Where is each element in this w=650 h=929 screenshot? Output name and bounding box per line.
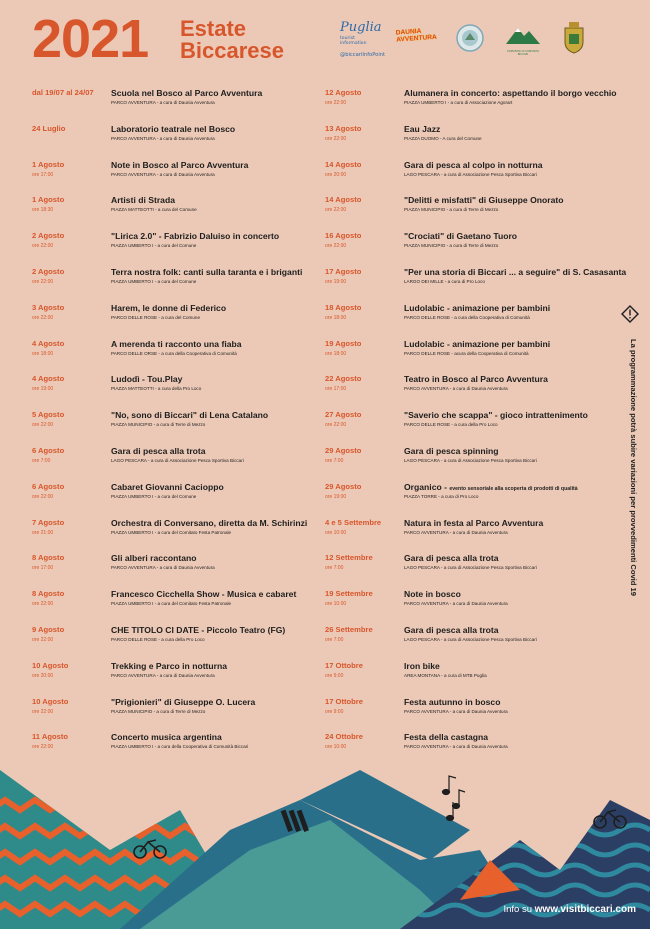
event-title-text: Note in bosco <box>404 589 461 600</box>
event-title-text: Gli alberi raccontano <box>111 553 197 564</box>
event-title <box>111 661 227 671</box>
event-date: 16 Agosto <box>325 231 362 241</box>
event-title-text: Ludolabic - animazione per bambini <box>404 302 551 313</box>
event-place: PIAZZA UMBERTO I - a cura del Comune <box>111 243 197 249</box>
event-title <box>111 267 302 277</box>
event-date: 12 Settembre <box>325 553 373 563</box>
event-row <box>325 195 615 229</box>
event-title-text: Laboratorio teatrale nel Bosco <box>111 123 236 134</box>
event-date: 6 Agosto <box>32 446 65 455</box>
event-time: ore 17:00 <box>32 171 54 178</box>
event-title-text: Gara di pesca alla trota <box>111 446 206 456</box>
event-row <box>325 697 615 731</box>
warning-icon <box>621 305 639 323</box>
event-time: ore 17:00 <box>32 565 54 572</box>
event-date: 27 Agosto <box>325 410 362 420</box>
event-title <box>111 124 235 134</box>
event-date: 4 Agosto <box>32 374 65 384</box>
event-row <box>325 88 615 122</box>
event-row <box>32 661 322 695</box>
event-title <box>404 303 550 313</box>
event-title <box>111 697 255 707</box>
event-date: 7 Agosto <box>32 517 65 527</box>
event-date: 1 Agosto <box>32 159 65 169</box>
event-place: PARCO DELLE ROSE - a cura della Cooperativa di Comunità <box>404 314 530 320</box>
event-place: PIAZZA MATTEOTTI - a cura del Comune <box>111 207 197 213</box>
event-date: 13 Agosto <box>325 123 362 133</box>
event-title-text: Gara di pesca al colpo in notturna <box>404 159 543 170</box>
event-title <box>404 124 440 134</box>
event-date: 26 Settembre <box>325 625 373 634</box>
event-date: 19 Settembre <box>325 589 373 599</box>
event-title <box>404 661 440 671</box>
event-time: ore 22:00 <box>32 744 54 751</box>
event-title <box>404 231 517 241</box>
event-title <box>111 518 307 528</box>
event-date: 17 Ottobre <box>325 660 363 670</box>
event-place: PARCO DELLE ORSE - a cura della Cooperativa di Comunità <box>111 350 237 356</box>
event-row <box>32 446 322 480</box>
event-title-text: Iron bike <box>404 660 440 671</box>
event-place: PIAZZA MUNICIPIO - a cura di Terre di Mezzo <box>111 708 206 714</box>
event-title-text: Terra nostra folk: canti sulla taranta e i briganti <box>111 267 303 277</box>
event-title-text: Teatro in Bosco al Parco Avventura <box>404 374 548 385</box>
event-row <box>32 124 322 158</box>
event-date: 24 Luglio <box>32 123 66 133</box>
event-place: PIAZZA UMBERTO I - a cura di Associazione Agorart <box>404 100 513 105</box>
event-title-text: Ludolabic - animazione per bambini <box>404 338 551 349</box>
event-title-text: "Prigionieri" di Giuseppe O. Lucera <box>111 696 256 707</box>
event-place: PARCO DELLE ROSE - a cura della Pro Loco <box>404 422 498 428</box>
event-time: ore 10:00 <box>325 529 347 536</box>
event-place: PARCO AVVENTURA - a cura di Daunia Avventura <box>111 135 215 141</box>
event-title <box>404 267 626 277</box>
event-row <box>32 410 322 444</box>
event-row <box>325 446 615 480</box>
event-row <box>32 231 322 265</box>
event-title-text: Note in Bosco al Parco Avventura <box>111 159 249 170</box>
event-title-text: Trekking e Parco in notturna <box>111 660 228 671</box>
event-date: 17 Ottobre <box>325 696 363 706</box>
event-date: dal 19/07 al 24/07 <box>32 88 94 97</box>
event-title <box>404 482 578 492</box>
event-date: 1 Agosto <box>32 195 65 205</box>
mountain-landscape-illustration <box>0 740 650 929</box>
event-time: ore 19:00 <box>325 493 347 500</box>
event-row <box>32 697 322 731</box>
event-place: LARGO DEI MILLE - a cura di Pro Loco <box>404 279 485 284</box>
event-date: 8 Agosto <box>32 589 65 599</box>
partner-logos <box>340 22 600 72</box>
event-date: 10 Agosto <box>32 696 69 706</box>
event-row <box>32 339 322 373</box>
event-title-text: "Lirica 2.0" - Fabrizio Daluiso in concerto <box>111 231 280 242</box>
event-time: ore 17:00 <box>325 386 347 393</box>
event-row <box>32 374 322 408</box>
event-place: PARCO AVVENTURA - a cura di Daunia Avventura <box>404 744 508 750</box>
event-date: 5 Agosto <box>32 410 65 420</box>
covid-notice <box>624 305 636 625</box>
event-place: PIAZZA MUNICIPIO - a cura di Terre di Mezzo <box>111 422 206 428</box>
event-time: ore 22:00 <box>32 314 54 321</box>
event-time: ore 9:00 <box>325 708 344 715</box>
event-place: PIAZZA TORRE - a cura di Pro Loco <box>404 493 479 499</box>
event-title-text: "No, sono di Biccari" di Lena Catalano <box>111 410 269 421</box>
event-date: 11 Agosto <box>32 732 69 742</box>
event-title-text: Orchestra di Conversano, diretta da M. Schirinzi <box>111 517 308 528</box>
event-row <box>325 231 615 265</box>
event-time: ore 18:00 <box>32 350 54 357</box>
event-time: ore 22:00 <box>325 207 347 214</box>
event-title <box>111 195 175 205</box>
event-row <box>325 661 615 695</box>
event-time: ore 18:00 <box>325 350 347 357</box>
event-date: 18 Agosto <box>325 302 362 312</box>
event-title <box>111 446 206 456</box>
event-time: ore 22:00 <box>32 243 54 250</box>
event-time: ore 22:00 <box>32 708 54 715</box>
event-place: LAGO PESCARA - a cura di Associazione Pesca Sportiva Biccari <box>404 637 537 642</box>
pro-loco-seal <box>456 24 484 52</box>
event-title <box>404 589 461 599</box>
event-title-text: CHE TITOLO CI DATE - Piccolo Teatro (FG) <box>111 625 286 635</box>
title-line-1: Estate <box>180 16 247 41</box>
event-place: PIAZZA MUNICIPIO - a cura di Terre di Mezzo <box>404 207 499 213</box>
event-title-text: Eau Jazz <box>404 123 441 134</box>
event-row <box>325 518 615 552</box>
event-date: 12 Agosto <box>325 88 362 97</box>
event-time: ore 22:00 <box>32 422 54 429</box>
event-title-text: Concerto musica argentina <box>111 732 222 743</box>
event-title-text: Festa della castagna <box>404 732 489 743</box>
event-date: 2 Agosto <box>32 267 65 276</box>
event-title <box>404 446 499 456</box>
puglia-logo: Puglia tourist information @biccariInfoPoint <box>340 22 388 58</box>
event-time: ore 22:00 <box>325 100 347 106</box>
event-time: ore 20:00 <box>32 672 54 679</box>
event-date: 24 Ottobre <box>325 732 363 742</box>
event-place: PARCO DELLE ROSE - a cura del Comune <box>111 314 201 320</box>
event-time: ore 22:00 <box>32 279 54 285</box>
website-link[interactable]: www.visitbiccari.com <box>534 904 636 915</box>
event-date: 19 Agosto <box>325 338 362 348</box>
event-time: ore 7:00 <box>325 458 344 464</box>
event-row <box>325 267 627 301</box>
event-title-text: Ludodì - Tou.Play <box>111 374 183 385</box>
event-title-text: Alumanera in concerto: aspettando il borgo vecchio <box>404 88 617 98</box>
event-title <box>111 410 268 420</box>
event-row <box>32 518 322 552</box>
event-place: PIAZZA DUOMO - A cura del Comune <box>404 135 482 141</box>
comunita-montana-logo: COMUNITÀ DI COMUNITÀ BICCARI <box>502 24 544 56</box>
event-title <box>180 18 284 62</box>
event-row <box>32 303 322 337</box>
event-place: PARCO AVVENTURA - a cura di Daunia Avventura <box>111 100 215 105</box>
daunia-avventura-logo: DAUNIA AVVENTURA <box>395 27 437 44</box>
event-place: AREA MONTANA - a cura di MTB Puglia <box>404 672 487 678</box>
event-date: 14 Agosto <box>325 195 362 205</box>
event-time: ore 19:00 <box>325 279 347 285</box>
event-title-text: A merenda ti racconto una fiaba <box>111 338 242 349</box>
event-title-text: Francesco Cicchella Show - Musica e cabaret <box>111 589 297 600</box>
event-date: 2 Agosto <box>32 231 65 241</box>
event-place: PARCO DELLE ROSE - acura della Cooperativa di Comunità <box>404 350 529 356</box>
event-subtitle: evento sensoriale alla scoperta di prodotti di qualità <box>449 485 578 492</box>
footer-info: Info su www.visitbiccari.com <box>503 904 636 915</box>
event-row <box>32 553 322 587</box>
event-title-text: Natura in festa al Parco Avventura <box>404 517 544 528</box>
event-title-text: "Crociati" di Gaetano Tuoro <box>404 231 518 242</box>
event-title <box>404 195 564 205</box>
event-title <box>111 160 248 170</box>
event-row <box>325 589 615 623</box>
event-date: 4 Agosto <box>32 338 65 348</box>
event-place: PARCO AVVENTURA - a cura di Daunia Avventura <box>111 565 215 571</box>
event-time: ore 20:00 <box>325 171 347 178</box>
event-time: ore 22:00 <box>32 601 54 608</box>
event-title <box>404 518 543 528</box>
event-time: ore 10:00 <box>325 601 347 608</box>
event-place: LAGO PESCARA - a cura di Associazione Pesca Sportiva Biccari <box>404 458 537 463</box>
event-title <box>404 160 542 170</box>
event-time: ore 18:30 <box>32 207 54 214</box>
event-time: ore 19:00 <box>32 386 54 393</box>
event-place: PARCO AVVENTURA - a cura di Daunia Avventura <box>111 171 215 177</box>
event-place: PARCO AVVENTURA - a cura di Daunia Avventura <box>404 529 508 535</box>
event-row <box>32 195 322 229</box>
event-time: ore 22:00 <box>32 493 54 500</box>
event-place: LAGO PESCARA - a cura di Associazione Pesca Sportiva Biccari <box>404 565 537 571</box>
event-title-text: Scuola nel Bosco al Parco Avventura <box>111 88 263 98</box>
covid-notice-text: La programmazione potrà subire variazioni per provvedimenti Covid 19 <box>629 339 638 596</box>
event-title <box>111 339 242 349</box>
event-place: PIAZZA MATTEOTTI - a cura della Pro Loco <box>111 386 202 392</box>
event-date: 22 Agosto <box>325 374 362 384</box>
event-date: 3 Agosto <box>32 302 65 312</box>
event-title <box>111 553 196 563</box>
event-place: PARCO AVVENTURA - a cura di Daunia Avventura <box>404 708 508 714</box>
event-row <box>325 482 615 516</box>
event-date: 29 Agosto <box>325 481 362 491</box>
title-line-2: Biccarese <box>180 38 284 63</box>
event-title <box>111 374 182 384</box>
event-title <box>404 553 499 563</box>
event-row <box>325 303 615 337</box>
event-place: PARCO DELLE ROSE - a cura della Pro Loco <box>111 637 205 642</box>
event-date: 9 Agosto <box>32 625 65 634</box>
event-time: ore 22:00 <box>325 422 347 429</box>
event-time: ore 18:00 <box>325 314 347 321</box>
event-place: PIAZZA UMBERTO I - a cura della Cooperativa di Comunità Biccari <box>111 744 249 750</box>
event-row <box>325 339 615 373</box>
event-row <box>325 625 615 659</box>
event-place: PIAZZA MUNICIPIO - a cura di Terre di Mezzo <box>404 243 499 249</box>
event-date: 4 e 5 Settembre <box>325 517 382 527</box>
event-row <box>32 267 322 301</box>
event-title-text: "Delitti e misfatti" di Giuseppe Onorato <box>404 195 564 206</box>
social-handle: @biccariInfoPoint <box>340 52 386 58</box>
event-place: PARCO AVVENTURA - a cura di Daunia Avventura <box>404 386 508 392</box>
event-title <box>404 625 499 635</box>
event-date: 29 Agosto <box>325 446 362 455</box>
event-row <box>325 553 615 587</box>
event-date: 8 Agosto <box>32 553 65 563</box>
event-time: ore 21:00 <box>32 529 54 536</box>
event-date: 10 Agosto <box>32 660 69 670</box>
event-row <box>32 625 322 659</box>
event-time: ore 22:00 <box>325 243 347 250</box>
event-title-text: Harem, le donne di Federico <box>111 302 227 313</box>
event-time: ore 9:00 <box>325 672 344 679</box>
event-row <box>32 589 322 623</box>
event-place: LAGO PESCARA - a cura di Associazione Pesca Sportiva Biccari <box>404 171 537 177</box>
event-row <box>32 160 322 194</box>
event-time: ore 7:00 <box>32 458 51 464</box>
event-place: PIAZZA UMBERTO I - a cura del Comitato Festa Patronale <box>111 529 232 535</box>
event-title-text: Artisti di Strada <box>111 195 175 206</box>
event-row <box>325 160 615 194</box>
event-title-text: Gara di pesca alla trota <box>404 553 499 564</box>
event-place: PIAZZA UMBERTO I - a cura del Comune <box>111 493 197 499</box>
event-row <box>32 88 322 122</box>
event-place: PARCO AVVENTURA - a cura di Daunia Avventura <box>111 672 215 678</box>
event-title-text: "Per una storia di Biccari ... a seguire" di S. Casasanta <box>404 267 627 277</box>
event-title <box>111 88 262 98</box>
event-title <box>111 482 224 492</box>
event-time: ore 22:00 <box>325 135 347 142</box>
event-title-text: Organico - <box>404 481 450 492</box>
year-title: 2021 <box>32 9 149 69</box>
event-row <box>325 374 615 408</box>
event-date: 14 Agosto <box>325 159 362 169</box>
event-title-text: Gara di pesca spinning <box>404 446 499 456</box>
event-title-text: Cabaret Giovanni Cacioppo <box>111 481 224 492</box>
event-time: ore 7:00 <box>325 565 344 572</box>
event-title <box>111 625 285 635</box>
comune-crest <box>562 22 586 54</box>
event-title <box>404 374 548 384</box>
event-time: ore 10:00 <box>325 744 347 751</box>
event-place: LAGO PESCARA - a cura di Associazione Pesca Sportiva Biccari <box>111 458 244 463</box>
event-title <box>404 88 617 98</box>
event-title-text: Gara di pesca alla trota <box>404 625 499 635</box>
event-time: ore 7:00 <box>325 637 344 643</box>
music-notes-icon <box>443 776 466 821</box>
event-row <box>325 124 615 158</box>
event-time: ore 22:00 <box>32 637 54 643</box>
event-place: PARCO AVVENTURA - a cura di Daunia Avventura <box>404 601 508 607</box>
event-date: 6 Agosto <box>32 481 65 491</box>
event-place: PIAZZA UMBERTO I - a cura del Comitato Festa Patronale <box>111 601 232 607</box>
event-title <box>404 410 588 420</box>
event-title <box>404 697 500 707</box>
event-row <box>32 482 322 516</box>
event-place: PIAZZA UMBERTO I - a cura del Comune <box>111 279 197 284</box>
event-title <box>111 303 226 313</box>
event-title <box>404 339 550 349</box>
event-row <box>325 410 615 444</box>
event-date: 17 Agosto <box>325 267 362 276</box>
event-title-text: Festa autunno in bosco <box>404 696 501 707</box>
event-title-text: "Saverio che scappa" - gioco intrattenimento <box>404 410 588 421</box>
event-title <box>111 589 296 599</box>
event-title <box>111 231 279 241</box>
